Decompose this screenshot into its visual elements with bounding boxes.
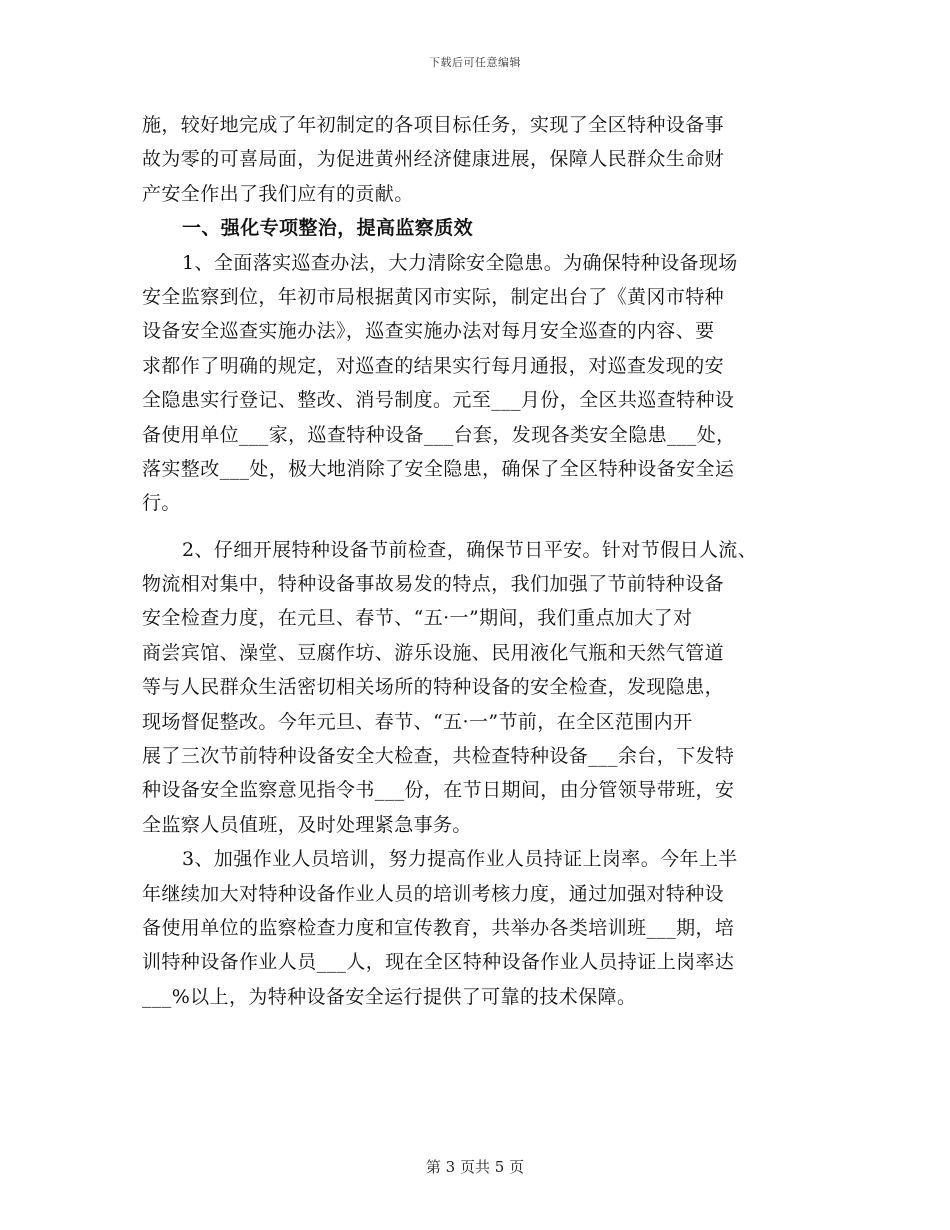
- paragraph-line: 等与人民群众生活密切相关场所的特种设备的安全检查，发现隐患，: [142, 676, 725, 699]
- paragraph-line: 安全检查力度，在元旦、春节、“五·一”期间，我们重点加大了对: [142, 607, 693, 630]
- section-heading: 一、强化专项整治，提高监察质效: [182, 217, 474, 240]
- paragraph-first-line: 2、仔细开展特种设备节前检查，确保节日平安。针对节假日人流、: [182, 538, 758, 561]
- paragraph-line: 展了三次节前特种设备安全大检查，共检查特种设备___余台，下发特: [142, 745, 735, 768]
- paragraph-line: 备使用单位的监察检查力度和宣传教育，共举办各类培训班___期，培: [142, 916, 735, 939]
- paragraph-line: 物流相对集中，特种设备事故易发的特点，我们加强了节前特种设备: [142, 573, 725, 596]
- paragraph-line: 年继续加大对特种设备作业人员的培训考核力度，通过加强对特种设: [142, 882, 725, 905]
- paragraph-line: 落实整改___处，极大地消除了安全隐患，确保了全区特种设备安全运: [142, 457, 735, 480]
- paragraph-line: 故为零的可喜局面，为促进黄州经济健康进展，保障人民群众生命财: [142, 148, 725, 171]
- page-number-footer: 第 3 页共 5 页: [425, 1158, 525, 1176]
- paragraph-first-line: 3、加强作业人员培训，努力提高作业人员持证上岗率。今年上半: [182, 848, 738, 871]
- paragraph-line: 备使用单位___家，巡查特种设备___台套，发现各类安全隐患___处，: [142, 423, 736, 446]
- paragraph-line: 训特种设备作业人员___人，现在全区特种设备作业人员持证上岗率达: [142, 951, 735, 974]
- paragraph-line: 求都作了明确的规定，对巡查的结果实行每月通报，对巡查发现的安: [142, 354, 725, 377]
- paragraph-line: 设备安全巡查实施办法》，巡查实施办法对每月安全巡查的内容、要: [142, 320, 715, 343]
- page-header: 下载后可任意编辑: [429, 56, 521, 69]
- document-body: [142, 108, 822, 1014]
- paragraph-line: 种设备安全监察意见指令书___份，在节日期间，由分管领导带班，安: [142, 779, 735, 802]
- paragraph-line: 商尝宾馆、澡堂、豆腐作坊、游乐设施、民用液化气瓶和天然气管道: [142, 641, 725, 664]
- paragraph-line: 现场督促整改。今年元旦、春节、“五·一”节前，在全区范围内开: [142, 710, 693, 733]
- paragraph-gap: [142, 521, 822, 533]
- paragraph-line: ___%以上，为特种设备安全运行提供了可靠的技术保障。: [142, 985, 637, 1008]
- paragraph-line: 行。: [142, 492, 181, 515]
- paragraph-line: 全隐患实行登记、整改、消号制度。元至___月份，全区共巡查特种设: [142, 389, 735, 412]
- paragraph-line: 全监察人员值班，及时处理紧急事务。: [142, 813, 472, 836]
- paragraph-line: 安全监察到位，年初市局根据黄冈市实际，制定出台了《黄冈市特种: [142, 285, 725, 308]
- paragraph-line: 施，较好地完成了年初制定的各项目标任务，实现了全区特种设备事: [142, 114, 725, 136]
- paragraph-first-line: 1、全面落实巡查办法，大力清除安全隐患。为确保特种设备现场: [182, 251, 738, 274]
- paragraph-line: 产安全作出了我们应有的贡献。: [142, 182, 414, 205]
